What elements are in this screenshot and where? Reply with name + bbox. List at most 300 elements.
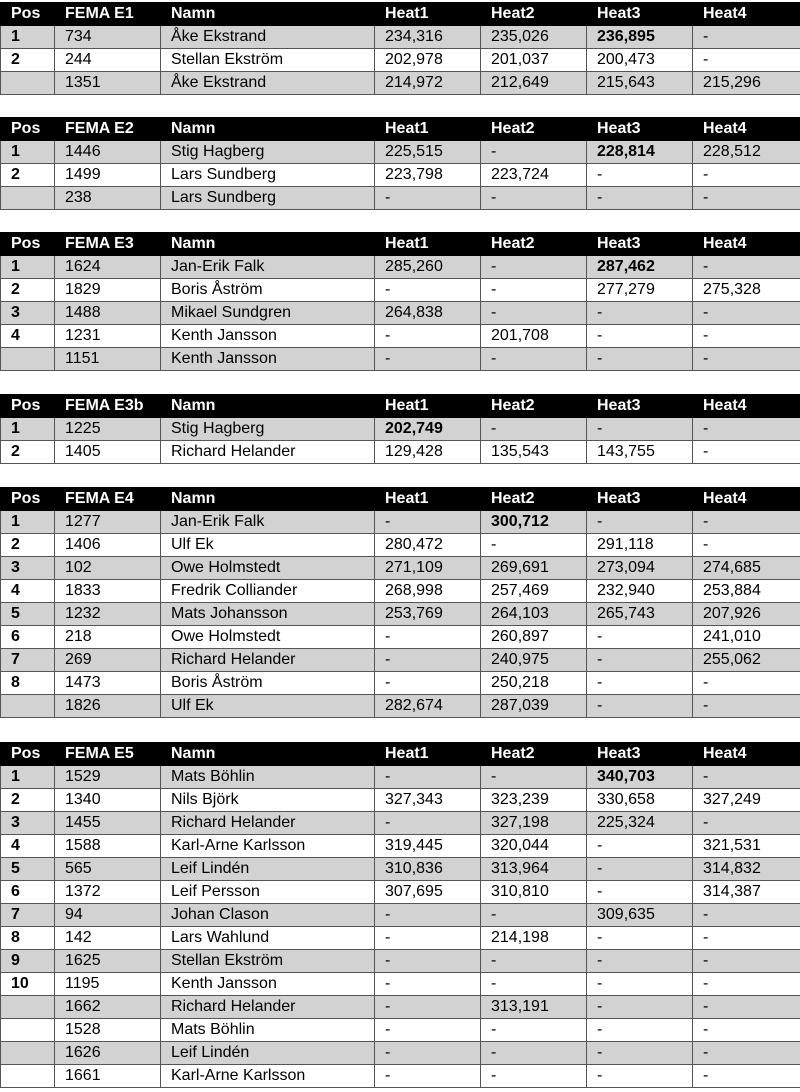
heat1-cell: - [375,950,481,973]
heat2-cell: 235,026 [481,26,587,49]
table-row [1,766,800,789]
heat4-cell: - [693,973,800,996]
heat2-cell: - [481,302,587,325]
heat4-cell: 241,010 [693,626,800,649]
heat4-cell: - [693,164,800,187]
heat3-cell: - [587,1042,693,1065]
header-pos: Pos [1,118,55,141]
name-cell: Ulf Ek [161,534,375,557]
table-row [1,649,800,672]
header-heat4: Heat4 [693,488,800,511]
heat4-cell: 321,531 [693,835,800,858]
heat1-cell: 234,316 [375,26,481,49]
pos-cell [1,187,55,210]
table-header-row [1,3,800,26]
header-heat2: Heat2 [481,3,587,26]
table-row [1,672,800,695]
heat1-cell: 253,769 [375,603,481,626]
heat3-cell: - [587,950,693,973]
heat3-cell: - [587,418,693,441]
number-cell: 238 [55,187,161,210]
heat2-cell: 313,964 [481,858,587,881]
heat2-cell: 260,897 [481,626,587,649]
pos-cell: 5 [1,858,55,881]
header-heat4: Heat4 [693,395,800,418]
table-row [1,1065,800,1088]
name-cell: Leif Persson [161,881,375,904]
number-cell: 218 [55,626,161,649]
name-cell: Lars Sundberg [161,164,375,187]
heat1-cell: 225,515 [375,141,481,164]
heat1-cell: - [375,348,481,371]
heat1-cell: 327,343 [375,789,481,812]
heat1-cell: - [375,672,481,695]
name-cell: Boris Åström [161,279,375,302]
heat2-cell: 327,198 [481,812,587,835]
number-cell: 94 [55,904,161,927]
heat1-cell: - [375,1019,481,1042]
heat4-cell: - [693,418,800,441]
number-cell: 1473 [55,672,161,695]
header-heat1: Heat1 [375,488,481,511]
heat4-cell: - [693,348,800,371]
heat3-cell: 330,658 [587,789,693,812]
heat3-cell: 273,094 [587,557,693,580]
header-name: Namn [161,118,375,141]
heat1-cell: 202,749 [375,418,481,441]
heat1-cell: 280,472 [375,534,481,557]
heat3-cell: - [587,927,693,950]
heat2-cell: 240,975 [481,649,587,672]
heat2-cell: 320,044 [481,835,587,858]
heat2-cell: 310,810 [481,881,587,904]
header-class: FEMA E5 [55,743,161,766]
pos-cell [1,1019,55,1042]
number-cell: 1455 [55,812,161,835]
number-cell: 1829 [55,279,161,302]
heat4-cell: - [693,1042,800,1065]
pos-cell: 9 [1,950,55,973]
heat1-cell: - [375,511,481,534]
table-row [1,418,800,441]
pos-cell: 1 [1,141,55,164]
heat2-cell: 201,708 [481,325,587,348]
number-cell: 1340 [55,789,161,812]
table-row [1,325,800,348]
heat1-cell: 319,445 [375,835,481,858]
number-cell: 1661 [55,1065,161,1088]
heat4-cell: - [693,49,800,72]
name-cell: Kenth Jansson [161,973,375,996]
name-cell: Owe Holmstedt [161,557,375,580]
heat1-cell: 307,695 [375,881,481,904]
pos-cell: 2 [1,789,55,812]
table-row [1,164,800,187]
name-cell: Mats Böhlin [161,1019,375,1042]
table-header-row [1,743,800,766]
table-header-row [1,118,800,141]
number-cell: 1826 [55,695,161,718]
heat3-cell: 225,324 [587,812,693,835]
header-heat3: Heat3 [587,233,693,256]
header-class: FEMA E3 [55,233,161,256]
number-cell: 1529 [55,766,161,789]
table-row [1,302,800,325]
pos-cell [1,1042,55,1065]
pos-cell: 3 [1,557,55,580]
table-row [1,835,800,858]
pos-cell: 2 [1,49,55,72]
pos-cell: 2 [1,534,55,557]
heat2-cell: - [481,973,587,996]
heat3-cell: 228,814 [587,141,693,164]
header-class: FEMA E3b [55,395,161,418]
heat4-cell: 327,249 [693,789,800,812]
name-cell: Owe Holmstedt [161,626,375,649]
results-table [0,742,800,1088]
number-cell: 1372 [55,881,161,904]
heat2-cell: - [481,279,587,302]
heat1-cell: 310,836 [375,858,481,881]
header-heat4: Heat4 [693,118,800,141]
pos-cell: 6 [1,626,55,649]
number-cell: 244 [55,49,161,72]
number-cell: 1588 [55,835,161,858]
table-row [1,72,800,95]
table-row [1,49,800,72]
pos-cell: 7 [1,904,55,927]
heat2-cell: 287,039 [481,695,587,718]
header-heat3: Heat3 [587,118,693,141]
name-cell: Lars Wahlund [161,927,375,950]
table-row [1,858,800,881]
number-cell: 1232 [55,603,161,626]
heat2-cell: 214,198 [481,927,587,950]
heat1-cell: - [375,973,481,996]
header-heat4: Heat4 [693,3,800,26]
name-cell: Boris Åström [161,672,375,695]
number-cell: 1625 [55,950,161,973]
heat2-cell: - [481,1065,587,1088]
header-name: Namn [161,395,375,418]
header-heat1: Heat1 [375,3,481,26]
header-class: FEMA E2 [55,118,161,141]
pos-cell: 1 [1,766,55,789]
table-row [1,26,800,49]
table-row [1,695,800,718]
name-cell: Richard Helander [161,649,375,672]
pos-cell: 4 [1,580,55,603]
table-row [1,1042,800,1065]
heat3-cell: - [587,695,693,718]
table-row [1,256,800,279]
name-cell: Nils Björk [161,789,375,812]
heat4-cell: - [693,950,800,973]
pos-cell: 2 [1,441,55,464]
pos-cell [1,348,55,371]
heat4-cell: 314,832 [693,858,800,881]
number-cell: 1405 [55,441,161,464]
name-cell: Mats Johansson [161,603,375,626]
heat2-cell: 264,103 [481,603,587,626]
heat1-cell: 129,428 [375,441,481,464]
heat1-cell: - [375,649,481,672]
heat3-cell: - [587,858,693,881]
heat2-cell: - [481,256,587,279]
heat1-cell: 264,838 [375,302,481,325]
name-cell: Stellan Ekström [161,49,375,72]
heat4-cell: - [693,441,800,464]
number-cell: 1446 [55,141,161,164]
heat1-cell: 271,109 [375,557,481,580]
heat1-cell: - [375,187,481,210]
table-row [1,996,800,1019]
number-cell: 734 [55,26,161,49]
heat4-cell: 255,062 [693,649,800,672]
pos-cell [1,695,55,718]
heat3-cell: 277,279 [587,279,693,302]
table-row [1,1019,800,1042]
header-pos: Pos [1,3,55,26]
heat3-cell: - [587,649,693,672]
heat1-cell: - [375,904,481,927]
header-name: Namn [161,488,375,511]
number-cell: 1488 [55,302,161,325]
header-pos: Pos [1,233,55,256]
number-cell: 1833 [55,580,161,603]
table-row [1,441,800,464]
name-cell: Kenth Jansson [161,325,375,348]
heat1-cell: - [375,996,481,1019]
table-row [1,626,800,649]
table-row [1,141,800,164]
pos-cell: 4 [1,835,55,858]
name-cell: Mats Böhlin [161,766,375,789]
number-cell: 1406 [55,534,161,557]
heat2-cell: 250,218 [481,672,587,695]
heat2-cell: - [481,904,587,927]
pos-cell [1,1065,55,1088]
table-row [1,973,800,996]
heat4-cell: - [693,534,800,557]
table-header-row [1,395,800,418]
name-cell: Karl-Arne Karlsson [161,1065,375,1088]
heat2-cell: 223,724 [481,164,587,187]
heat1-cell: - [375,279,481,302]
heat4-cell: - [693,695,800,718]
heat4-cell: 275,328 [693,279,800,302]
pos-cell [1,72,55,95]
heat3-cell: - [587,511,693,534]
heat2-cell: 212,649 [481,72,587,95]
heat2-cell: 269,691 [481,557,587,580]
heat2-cell: 300,712 [481,511,587,534]
header-pos: Pos [1,488,55,511]
pos-cell: 5 [1,603,55,626]
heat1-cell: 282,674 [375,695,481,718]
name-cell: Fredrik Colliander [161,580,375,603]
pos-cell: 3 [1,812,55,835]
header-heat2: Heat2 [481,118,587,141]
heat1-cell: - [375,1042,481,1065]
heat3-cell: 291,118 [587,534,693,557]
table-row [1,789,800,812]
heat1-cell: - [375,766,481,789]
header-heat3: Heat3 [587,488,693,511]
table-row [1,904,800,927]
heat2-cell: 201,037 [481,49,587,72]
heat2-cell: - [481,950,587,973]
results-table [0,232,800,371]
heat1-cell: - [375,812,481,835]
heat3-cell: - [587,672,693,695]
heat2-cell: - [481,418,587,441]
name-cell: Stig Hagberg [161,141,375,164]
number-cell: 1528 [55,1019,161,1042]
heat3-cell: - [587,164,693,187]
heat1-cell: - [375,626,481,649]
header-name: Namn [161,233,375,256]
name-cell: Richard Helander [161,812,375,835]
name-cell: Johan Clason [161,904,375,927]
number-cell: 102 [55,557,161,580]
heat3-cell: - [587,973,693,996]
name-cell: Kenth Jansson [161,348,375,371]
heat4-cell: - [693,812,800,835]
heat3-cell: - [587,1019,693,1042]
number-cell: 1225 [55,418,161,441]
heat4-cell: - [693,511,800,534]
pos-cell: 1 [1,418,55,441]
heat4-cell: - [693,26,800,49]
table-row [1,557,800,580]
pos-cell: 1 [1,511,55,534]
heat3-cell: 236,895 [587,26,693,49]
heat1-cell: 268,998 [375,580,481,603]
heat2-cell: - [481,187,587,210]
heat4-cell: - [693,996,800,1019]
name-cell: Leif Lindén [161,858,375,881]
heat4-cell: - [693,1065,800,1088]
header-heat2: Heat2 [481,488,587,511]
heat1-cell: 285,260 [375,256,481,279]
heat1-cell: - [375,1065,481,1088]
heat4-cell: - [693,766,800,789]
heat4-cell: - [693,672,800,695]
pos-cell: 2 [1,279,55,302]
results-table [0,487,800,718]
name-cell: Stellan Ekström [161,950,375,973]
header-class: FEMA E1 [55,3,161,26]
heat3-cell: - [587,348,693,371]
heat1-cell: 223,798 [375,164,481,187]
pos-cell: 10 [1,973,55,996]
table-row [1,187,800,210]
heat3-cell: - [587,835,693,858]
heat4-cell: - [693,325,800,348]
heat4-cell: 274,685 [693,557,800,580]
number-cell: 142 [55,927,161,950]
heat4-cell: 228,512 [693,141,800,164]
table-row [1,348,800,371]
name-cell: Åke Ekstrand [161,26,375,49]
header-heat1: Heat1 [375,743,481,766]
header-heat1: Heat1 [375,395,481,418]
heat4-cell: 253,884 [693,580,800,603]
heat3-cell: 265,743 [587,603,693,626]
name-cell: Karl-Arne Karlsson [161,835,375,858]
pos-cell: 8 [1,672,55,695]
heat3-cell: - [587,626,693,649]
name-cell: Leif Lindén [161,1042,375,1065]
heat4-cell: 314,387 [693,881,800,904]
name-cell: Stig Hagberg [161,418,375,441]
heat4-cell: - [693,256,800,279]
header-pos: Pos [1,395,55,418]
heat2-cell: 135,543 [481,441,587,464]
pos-cell: 4 [1,325,55,348]
name-cell: Åke Ekstrand [161,72,375,95]
heat3-cell: - [587,1065,693,1088]
name-cell: Ulf Ek [161,695,375,718]
heat3-cell: 287,462 [587,256,693,279]
heat2-cell: 257,469 [481,580,587,603]
header-heat2: Heat2 [481,395,587,418]
heat3-cell: - [587,996,693,1019]
header-heat2: Heat2 [481,743,587,766]
name-cell: Jan-Erik Falk [161,256,375,279]
table-row [1,812,800,835]
heat4-cell: - [693,187,800,210]
header-name: Namn [161,3,375,26]
pos-cell: 3 [1,302,55,325]
table-row [1,603,800,626]
heat1-cell: - [375,927,481,950]
heat3-cell: 309,635 [587,904,693,927]
heat1-cell: 214,972 [375,72,481,95]
heat3-cell: - [587,302,693,325]
heat2-cell: - [481,534,587,557]
number-cell: 1277 [55,511,161,534]
heat2-cell: 323,239 [481,789,587,812]
number-cell: 1195 [55,973,161,996]
name-cell: Richard Helander [161,441,375,464]
number-cell: 1499 [55,164,161,187]
heat3-cell: - [587,187,693,210]
header-pos: Pos [1,743,55,766]
number-cell: 565 [55,858,161,881]
header-class: FEMA E4 [55,488,161,511]
header-heat4: Heat4 [693,233,800,256]
table-row [1,881,800,904]
header-heat3: Heat3 [587,395,693,418]
heat4-cell: 207,926 [693,603,800,626]
table-row [1,580,800,603]
header-name: Namn [161,743,375,766]
pos-cell: 7 [1,649,55,672]
header-heat3: Heat3 [587,3,693,26]
number-cell: 1662 [55,996,161,1019]
name-cell: Mikael Sundgren [161,302,375,325]
heat4-cell: 215,296 [693,72,800,95]
heat2-cell: - [481,766,587,789]
heat4-cell: - [693,927,800,950]
results-table [0,2,800,95]
heat3-cell: 340,703 [587,766,693,789]
name-cell: Lars Sundberg [161,187,375,210]
pos-cell: 1 [1,256,55,279]
heat3-cell: 232,940 [587,580,693,603]
